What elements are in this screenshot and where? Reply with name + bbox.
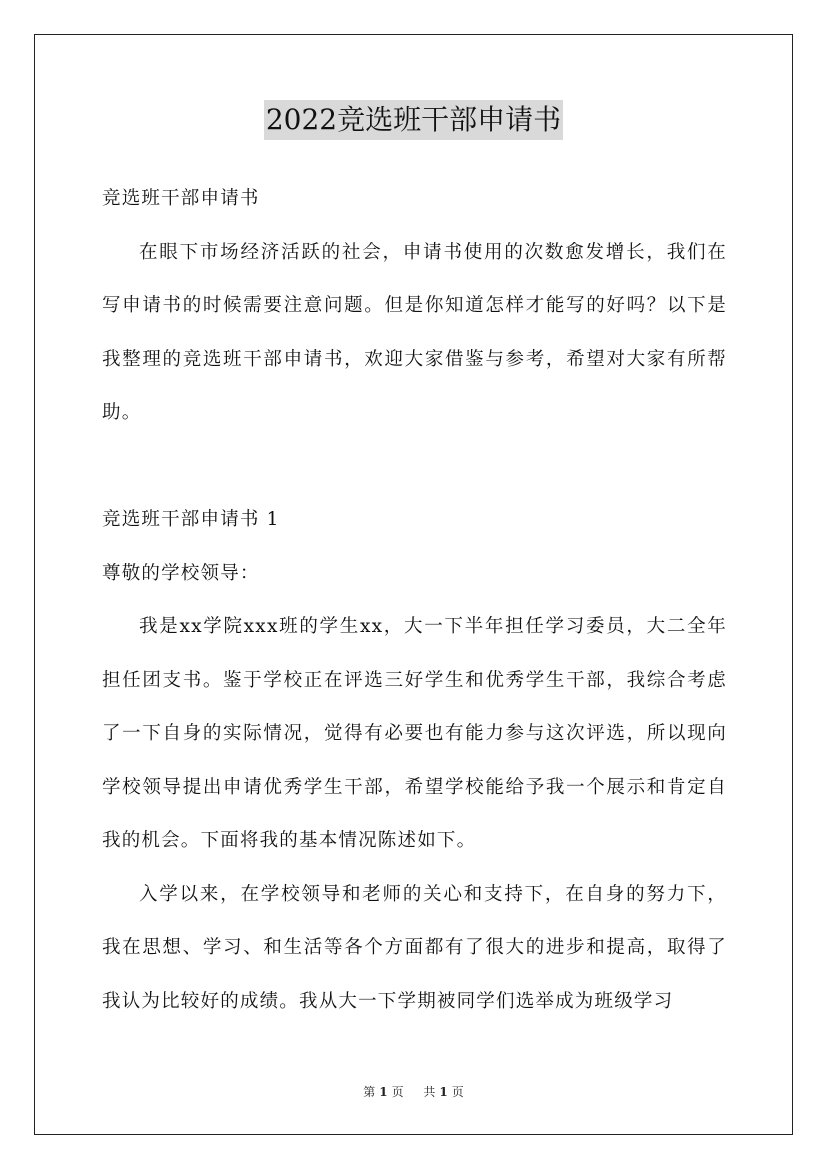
salutation: 尊敬的学校领导： [102, 562, 260, 584]
body-paragraph-1: 我是xx学院xxx班的学生xx，大一下半年担任学习委员，大二全年担任团支书。鉴于学校正在评选三好学生和优秀学生干部，我综合考虑了一下自身的实际情况，觉得有必要也有能力参与这次评选，所以现向学校领导提出申请优秀学生干部，希望学校能给予我一个展示和肯定自我的机会。下面将我的基本情况陈述如下。 [102, 616, 727, 851]
document-subtitle: 竞选班干部申请书 [102, 188, 260, 209]
page-label-prefix: 第 [363, 1085, 376, 1099]
page-number: 1 [379, 1085, 388, 1099]
total-pages: 1 [439, 1085, 448, 1099]
page-label-suffix: 页 [391, 1085, 404, 1099]
total-label-suffix: 页 [451, 1085, 464, 1099]
page-number-label [359, 1085, 407, 1099]
title-container [0, 100, 827, 140]
total-label-prefix: 共 [423, 1085, 436, 1099]
total-pages-label [419, 1085, 467, 1099]
document-body [102, 172, 727, 1028]
intro-paragraph: 在眼下市场经济活跃的社会，申请书使用的次数愈发增长，我们在写申请书的时候需要注意问题。但是你知道怎样才能写的好吗？以下是我整理的竞选班干部申请书，欢迎大家借鉴与参考，希望对大家有所帮助。 [102, 241, 727, 423]
section-spacer [102, 440, 727, 494]
document-title: 2022竞选班干部申请书 [264, 100, 563, 140]
body-paragraph-2: 入学以来，在学校领导和老师的关心和支持下，在自身的努力下，我在思想、学习、和生活等各个方面都有了很大的进步和提高，取得了我认为比较好的成绩。我从大一下学期被同学们选举成为班级学习 [102, 883, 727, 1012]
page-footer [0, 1083, 827, 1101]
section-heading: 竞选班干部申请书 1 [102, 509, 280, 530]
